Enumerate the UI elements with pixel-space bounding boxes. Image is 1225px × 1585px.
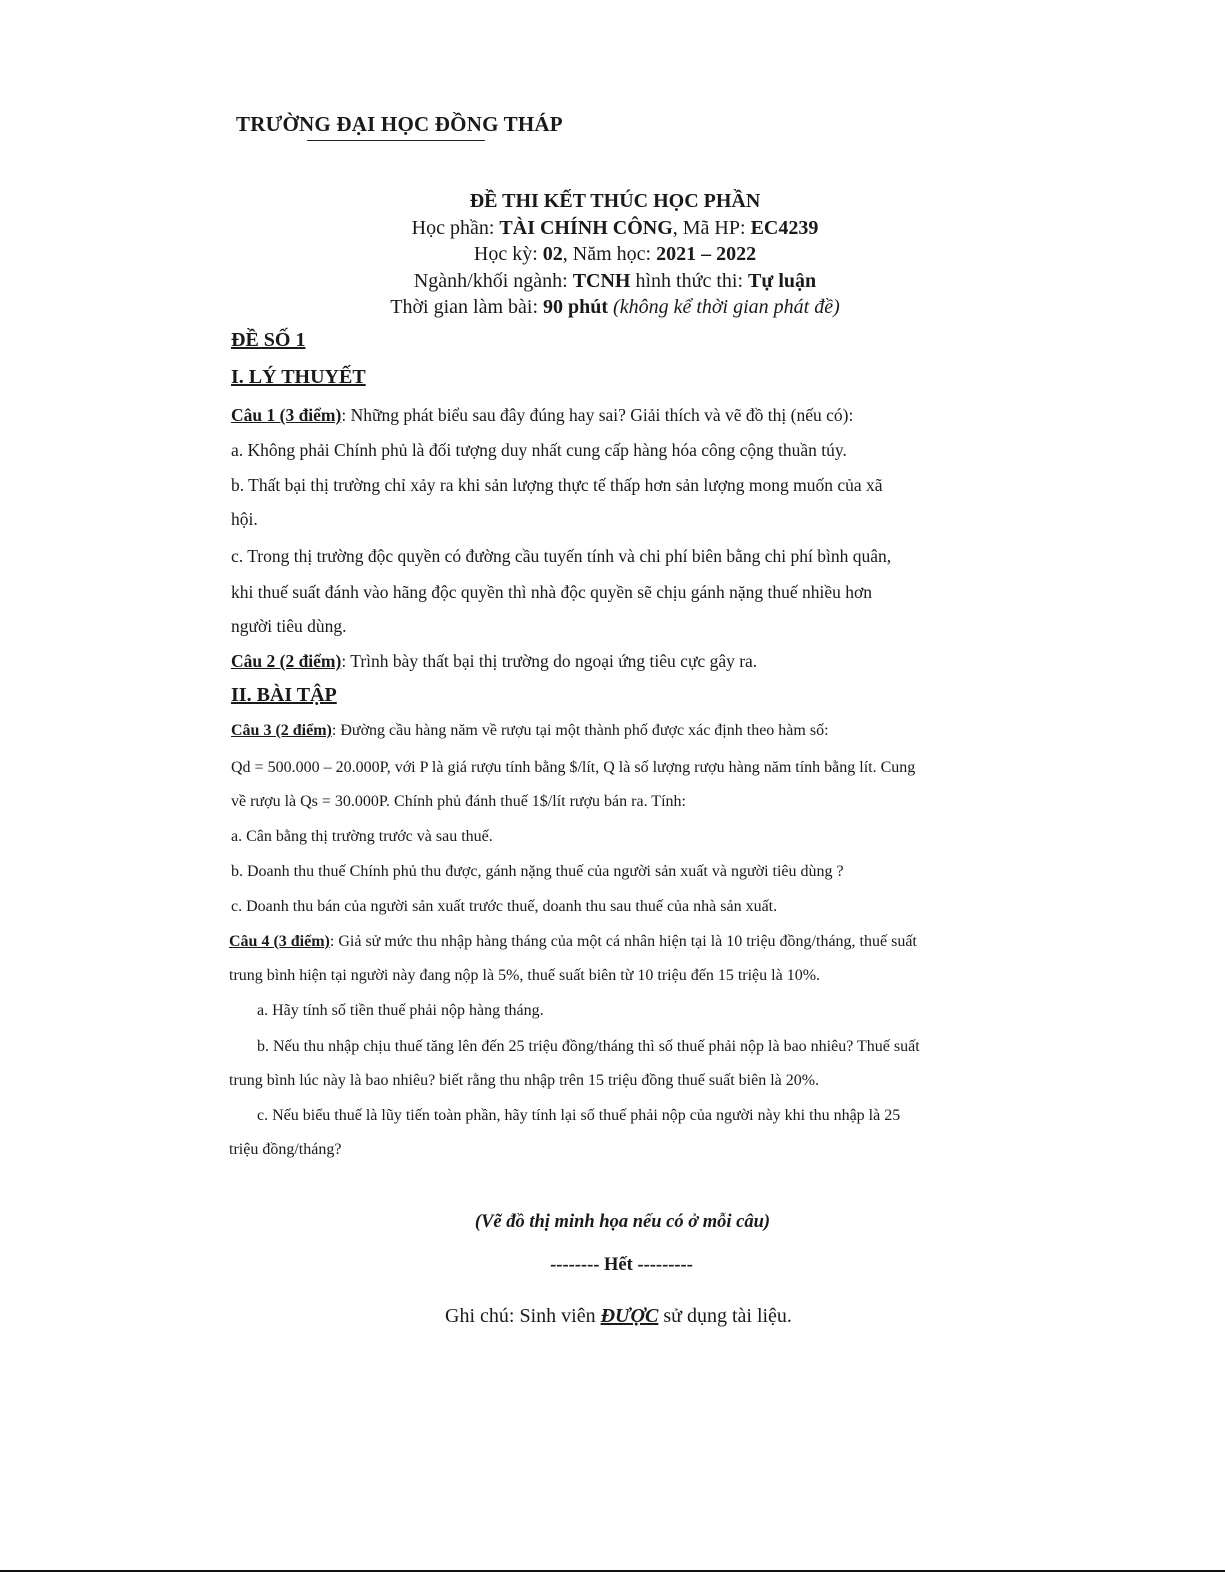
year-label: , Năm học: [562, 243, 657, 265]
major-line [330, 268, 900, 295]
q3-a: a. Cân bằng thị trường trước và sau thuế. [231, 828, 493, 845]
major-value: TCNH [572, 269, 631, 292]
section-exercise-title: II. BÀI TẬP [231, 684, 337, 706]
q3-b: b. Doanh thu thuế Chính phủ thu được, gánh nặng thuế của người sản xuất và người tiêu dùng ? [231, 863, 844, 880]
q4-c-line2: triệu đồng/tháng? [229, 1141, 342, 1158]
question-2 [231, 651, 757, 671]
year-value: 2021 – 2022 [656, 243, 757, 265]
scan-bottom-edge [0, 1570, 1225, 1572]
footnote-emphasis: ĐƯỢC [600, 1305, 659, 1327]
footnote-prefix: Ghi chú: Sinh viên [445, 1305, 601, 1327]
major-label: Ngành/khối ngành: [413, 269, 573, 292]
q3-label: Câu 3 (2 điểm) [231, 722, 332, 739]
q4-label: Câu 4 (3 điểm) [229, 933, 330, 950]
form-label: hình thức thi: [630, 269, 748, 292]
form-value: Tự luận [748, 269, 817, 292]
time-label: Thời gian làm bài: [390, 296, 543, 318]
footnote [0, 1305, 1225, 1328]
q4-b-line1: b. Nếu thu nhập chịu thuế tăng lên đến 25 triệu đồng/tháng thì số thuế phải nộp là bao nhiêu? Thuế suất [257, 1038, 920, 1055]
q3-line2: về rượu là Qs = 30.000P. Chính phủ đánh thuế 1$/lít rượu bán ra. Tính: [231, 793, 686, 810]
q1-b-line1: b. Thất bại thị trường chỉ xảy ra khi sản lượng thực tế thấp hơn sản lượng mong muốn của xã [231, 475, 883, 495]
q4-a: a. Hãy tính số tiền thuế phải nộp hàng tháng. [257, 1002, 544, 1019]
course-code-label: , Mã HP: [672, 216, 751, 239]
exam-header [330, 188, 900, 321]
course-name: TÀI CHÍNH CÔNG [499, 216, 673, 239]
semester-value: 02 [542, 243, 563, 265]
semester-label: Học kỳ: [473, 243, 543, 265]
q1-a: a. Không phải Chính phủ là đối tượng duy nhất cung cấp hàng hóa công cộng thuần túy. [231, 440, 847, 460]
end-marker: -------- Hết --------- [550, 1255, 693, 1275]
semester-line [330, 241, 900, 268]
q2-label: Câu 2 (2 điểm) [231, 651, 342, 671]
exam-title: ĐỀ THI KẾT THÚC HỌC PHẦN [469, 190, 761, 212]
q3-line1: Qd = 500.000 – 20.000P, với P là giá rượu tính bằng $/lít, Q là số lượng rượu hàng năm tính bằng lít. Cung [231, 759, 916, 776]
time-line [330, 294, 900, 321]
school-name: TRƯỜNG ĐẠI HỌC ĐỒNG THÁP [236, 112, 563, 136]
q1-c-line1: c. Trong thị trường độc quyền có đường cầu tuyến tính và chi phí biên bằng chi phí bình quân, [231, 546, 892, 566]
time-value: 90 phút [543, 296, 609, 318]
q4-text: : Giả sử mức thu nhập hàng tháng của một cá nhân hiện tại là 10 triệu đồng/tháng, thuế suất [329, 933, 917, 950]
q1-text: : Những phát biểu sau đây đúng hay sai? Giải thích và vẽ đồ thị (nếu có): [341, 405, 854, 425]
illustration-note: (Vẽ đồ thị minh họa nếu có ở mỗi câu) [474, 1212, 771, 1232]
q3-c: c. Doanh thu bán của người sản xuất trước thuế, doanh thu sau thuế của nhà sản xuất. [231, 898, 778, 915]
question-4 [229, 932, 917, 952]
course-label: Học phần: [411, 216, 500, 239]
question-1 [231, 405, 853, 425]
exam-number: ĐỀ SỐ 1 [231, 329, 306, 351]
section-theory-title: I. LÝ THUYẾT [231, 366, 366, 388]
q4-line2: trung bình hiện tại người này đang nộp là 5%, thuế suất biên từ 10 triệu đến 15 triệu là 10%. [229, 967, 821, 984]
q1-c-line2: khi thuế suất đánh vào hãng độc quyền thì nhà độc quyền sẽ chịu gánh nặng thuế nhiều hơn [231, 582, 873, 602]
q1-label: Câu 1 (3 điểm) [231, 405, 342, 425]
time-note: (không kể thời gian phát đề) [613, 296, 840, 318]
question-3 [231, 721, 829, 741]
q4-b-line2: trung bình lúc này là bao nhiêu? biết rằng thu nhập trên 15 triệu đồng thuế suất biên là 20%. [229, 1072, 820, 1089]
footnote-suffix: sử dụng tài liệu. [658, 1305, 792, 1327]
q4-c-line1: c. Nếu biểu thuế là lũy tiến toàn phần, hãy tính lại số thuế phải nộp của người này khi thu nhập là 25 [257, 1107, 901, 1124]
q1-b-line2: hội. [231, 509, 258, 529]
school-underline [307, 140, 485, 141]
q2-text: : Trình bày thất bại thị trường do ngoại ứng tiêu cực gây ra. [341, 651, 758, 671]
course-line [330, 215, 900, 242]
q3-text: : Đường cầu hàng năm về rượu tại một thành phố được xác định theo hàm số: [331, 722, 829, 739]
course-code: EC4239 [750, 216, 819, 239]
q1-c-line3: người tiêu dùng. [231, 616, 347, 636]
